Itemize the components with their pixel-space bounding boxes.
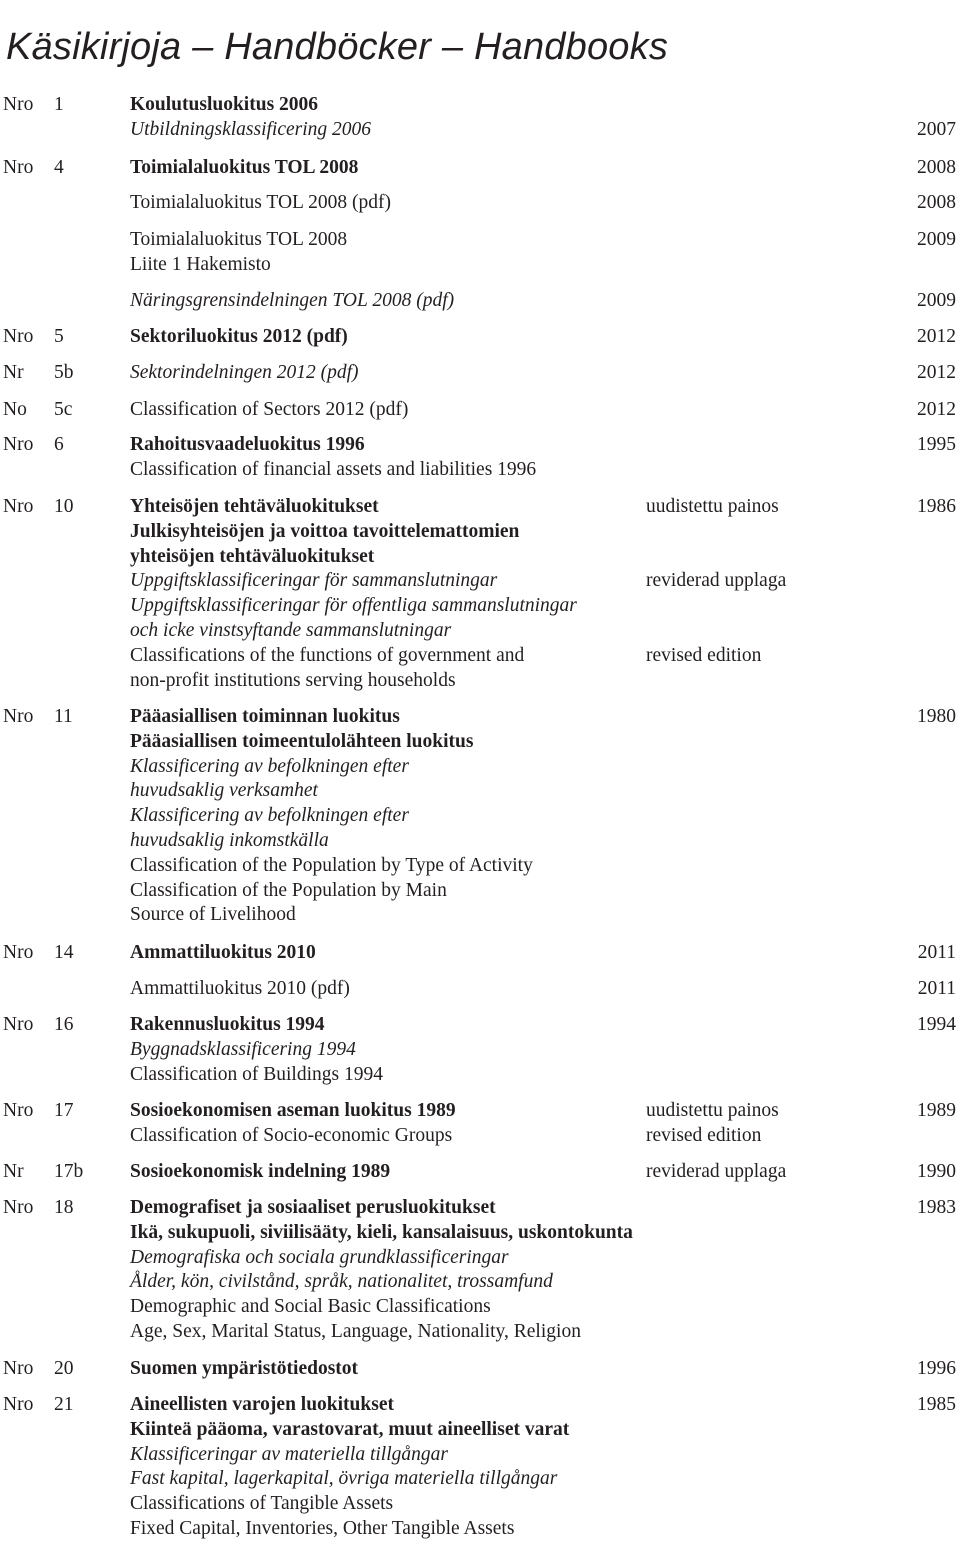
entry-number: 17b — [54, 1161, 84, 1182]
entry-line — [0, 594, 960, 619]
entry-number: 20 — [54, 1358, 74, 1379]
entry-title: Yhteisöjen tehtäväluokitukset — [130, 496, 379, 517]
handbook-entry — [0, 156, 960, 181]
entry-line — [0, 977, 960, 1002]
entry-line — [0, 1517, 960, 1542]
entry-prefix: Nr — [3, 362, 24, 383]
entry-line — [0, 619, 960, 644]
publication-year: 2012 — [917, 399, 956, 420]
entry-prefix: No — [3, 399, 27, 420]
entry-line — [0, 1038, 960, 1063]
entry-line — [0, 520, 960, 545]
entry-prefix: Nro — [3, 706, 34, 727]
publication-year: 2008 — [917, 157, 956, 178]
entry-prefix: Nro — [3, 1014, 34, 1035]
entry-line — [0, 779, 960, 804]
entry-title: Uppgiftsklassificeringar för sammanslutningar — [130, 570, 498, 592]
entry-title: Classifications of Tangible Assets — [130, 1493, 394, 1515]
entry-title: Demografiska och sociala grundklassificeringar — [130, 1246, 509, 1268]
entry-line — [0, 1124, 960, 1149]
handbook-entry — [0, 433, 960, 483]
handbook-entry — [0, 1013, 960, 1087]
entry-number: 17 — [54, 1100, 74, 1121]
publication-year: 1980 — [917, 706, 956, 727]
publication-year: 1983 — [917, 1197, 956, 1218]
entry-line — [0, 1492, 960, 1517]
entry-title: non-profit institutions serving households — [130, 669, 456, 691]
entry-line — [0, 253, 960, 278]
entry-line — [0, 705, 960, 730]
entry-line — [0, 1357, 960, 1382]
entry-line — [0, 1099, 960, 1124]
entry-number: 5b — [54, 362, 74, 383]
entry-number: 5c — [54, 399, 73, 420]
entry-title: Koulutusluokitus 2006 — [130, 94, 319, 115]
entry-number: 14 — [54, 942, 74, 963]
entry-line — [0, 569, 960, 594]
entry-number: 4 — [54, 157, 64, 178]
publication-year: 2011 — [917, 978, 956, 999]
handbook-entry — [0, 1160, 960, 1185]
entry-line — [0, 458, 960, 483]
entry-line — [0, 730, 960, 755]
entry-title: Rahoitusvaadeluokitus 1996 — [130, 434, 365, 455]
publication-year: 1996 — [917, 1358, 956, 1379]
entry-prefix: Nro — [3, 157, 34, 178]
publication-year: 2007 — [917, 118, 956, 140]
edition-note: uudistettu painos — [646, 496, 779, 517]
page-title: Käsikirjoja – Handböcker – Handbooks — [6, 26, 669, 69]
entry-title: Ikä, sukupuoli, siviilisääty, kieli, kansalaisuus, uskontokunta — [130, 1221, 633, 1243]
entry-title: Source of Livelihood — [130, 904, 296, 926]
entry-line — [0, 1270, 960, 1295]
entry-line — [0, 854, 960, 879]
entry-prefix: Nr — [3, 1161, 24, 1182]
entry-line — [0, 361, 960, 386]
entry-title: Aineellisten varojen luokitukset — [130, 1394, 394, 1415]
entry-line — [0, 289, 960, 314]
entry-line — [0, 1221, 960, 1246]
handbook-entry — [0, 289, 960, 314]
entry-line — [0, 1196, 960, 1221]
handbook-entry — [0, 1357, 960, 1382]
entry-title: Sektorindelningen 2012 (pdf) — [130, 362, 359, 383]
entry-title: Suomen ympäristötiedostot — [130, 1358, 359, 1379]
entry-title: Classification of financial assets and liabilities 1996 — [130, 458, 537, 480]
handbook-entry — [0, 398, 960, 423]
entry-line — [0, 495, 960, 520]
entry-title: Sosioekonomisk indelning 1989 — [130, 1161, 391, 1182]
publication-year: 1986 — [917, 496, 956, 517]
handbook-entry — [0, 361, 960, 386]
entry-title: Fixed Capital, Inventories, Other Tangible Assets — [130, 1517, 515, 1539]
entry-title: Demografiset ja sosiaaliset perusluokitukset — [130, 1197, 496, 1218]
entry-line — [0, 1063, 960, 1088]
edition-note: uudistettu painos — [646, 1100, 779, 1121]
entry-number: 1 — [54, 94, 64, 115]
entry-title: Pääasiallisen toiminnan luokitus — [130, 706, 400, 727]
entry-line — [0, 879, 960, 904]
entry-title: Demographic and Social Basic Classifications — [130, 1296, 491, 1318]
entry-line — [0, 398, 960, 423]
entry-number: 10 — [54, 496, 74, 517]
entry-title: Näringsgrensindelningen TOL 2008 (pdf) — [130, 290, 455, 311]
handbook-entry — [0, 325, 960, 350]
publication-year: 2011 — [917, 942, 956, 963]
entry-title: Toimialaluokitus TOL 2008 (pdf) — [130, 192, 391, 213]
entry-line — [0, 93, 960, 118]
entry-title: Utbildningsklassificering 2006 — [130, 118, 372, 140]
entry-title: Classification of the Population by Type of Activity — [130, 854, 533, 876]
entry-title: Classification of Sectors 2012 (pdf) — [130, 399, 409, 420]
entry-prefix: Nro — [3, 326, 34, 347]
entry-title: huvudsaklig inkomstkälla — [130, 829, 329, 851]
publication-year: 1990 — [917, 1161, 956, 1182]
entry-prefix: Nro — [3, 942, 34, 963]
entry-title: Sektoriluokitus 2012 (pdf) — [130, 326, 348, 347]
handbook-entry — [0, 1393, 960, 1542]
entry-line — [0, 1418, 960, 1443]
publication-year: 2012 — [917, 362, 956, 383]
entry-line — [0, 228, 960, 253]
entry-title: huvudsaklig verksamhet — [130, 780, 318, 802]
entry-title: Toimialaluokitus TOL 2008 — [130, 157, 359, 178]
entry-title: Age, Sex, Marital Status, Language, Nationality, Religion — [130, 1320, 581, 1342]
handbook-entry — [0, 705, 960, 928]
entry-line — [0, 325, 960, 350]
entry-line — [0, 156, 960, 181]
handbook-entry — [0, 1196, 960, 1345]
publication-year: 2009 — [917, 290, 956, 311]
entry-title: Classification of the Population by Main — [130, 879, 447, 901]
handbook-entry — [0, 228, 960, 278]
entry-line — [0, 903, 960, 928]
entry-title: Ålder, kön, civilstånd, språk, nationalitet, trossamfund — [130, 1271, 553, 1293]
entry-number: 21 — [54, 1394, 74, 1415]
entry-title: Byggnadsklassificering 1994 — [130, 1038, 356, 1060]
entry-prefix: Nro — [3, 1197, 34, 1218]
handbook-entry — [0, 93, 960, 143]
entry-line — [0, 433, 960, 458]
entry-line — [0, 1295, 960, 1320]
entry-line — [0, 755, 960, 780]
entry-title: Klassificering av befolkningen efter — [130, 805, 409, 827]
entry-number: 11 — [54, 706, 73, 727]
entry-line — [0, 1013, 960, 1038]
edition-note: revised edition — [646, 1124, 762, 1146]
entry-title: Fast kapital, lagerkapital, övriga materiella tillgångar — [130, 1468, 558, 1490]
entry-number: 16 — [54, 1014, 74, 1035]
entry-title: Sosioekonomisen aseman luokitus 1989 — [130, 1100, 456, 1121]
entry-line — [0, 804, 960, 829]
publication-year: 1985 — [917, 1394, 956, 1415]
entry-line — [0, 644, 960, 669]
entry-line — [0, 669, 960, 694]
handbook-entry — [0, 191, 960, 216]
entry-title: och icke vinstsyftande sammanslutningar — [130, 619, 452, 641]
entry-title: Rakennusluokitus 1994 — [130, 1014, 325, 1035]
entry-prefix: Nro — [3, 1100, 34, 1121]
entry-line — [0, 545, 960, 570]
entry-title: Classification of Buildings 1994 — [130, 1063, 383, 1085]
entry-line — [0, 941, 960, 966]
entry-line — [0, 1320, 960, 1345]
entry-title: Liite 1 Hakemisto — [130, 253, 271, 275]
entry-prefix: Nro — [3, 496, 34, 517]
entry-title: Ammattiluokitus 2010 (pdf) — [130, 978, 350, 999]
entry-title: Kiinteä pääoma, varastovarat, muut aineelliset varat — [130, 1418, 570, 1440]
entry-title: Classification of Socio-economic Groups — [130, 1124, 453, 1146]
publication-year: 1994 — [917, 1014, 956, 1035]
entry-prefix: Nro — [3, 434, 34, 455]
handbook-entry — [0, 1099, 960, 1149]
edition-note: reviderad upplaga — [646, 570, 787, 592]
handbook-entry — [0, 941, 960, 966]
publication-year: 2009 — [917, 229, 956, 250]
publication-year: 1995 — [917, 434, 956, 455]
entry-title: Ammattiluokitus 2010 — [130, 942, 316, 963]
entry-title: Pääasiallisen toimeentulolähteen luokitus — [130, 730, 474, 752]
entry-title: Julkisyhteisöjen ja voittoa tavoittelemattomien — [130, 520, 520, 542]
entry-prefix: Nro — [3, 1394, 34, 1415]
entry-prefix: Nro — [3, 94, 34, 115]
entry-line — [0, 1443, 960, 1468]
entry-number: 5 — [54, 326, 64, 347]
entry-line — [0, 191, 960, 216]
entry-line — [0, 118, 960, 143]
publication-year: 2008 — [917, 192, 956, 213]
publication-year: 2012 — [917, 326, 956, 347]
entry-title: Klassificeringar av materiella tillgångar — [130, 1443, 448, 1465]
entry-number: 6 — [54, 434, 64, 455]
entry-title: Toimialaluokitus TOL 2008 — [130, 229, 348, 250]
handbook-entry — [0, 495, 960, 693]
entry-title: Uppgiftsklassificeringar för offentliga sammanslutningar — [130, 595, 577, 617]
entry-line — [0, 1393, 960, 1418]
entry-line — [0, 1246, 960, 1271]
entry-line — [0, 829, 960, 854]
entry-title: Classifications of the functions of government and — [130, 644, 525, 666]
entry-title: yhteisöjen tehtäväluokitukset — [130, 545, 375, 567]
publication-year: 1989 — [917, 1100, 956, 1121]
entry-line — [0, 1467, 960, 1492]
entry-number: 18 — [54, 1197, 74, 1218]
entry-prefix: Nro — [3, 1358, 34, 1379]
edition-note: revised edition — [646, 644, 762, 666]
handbook-entry — [0, 977, 960, 1002]
entry-line — [0, 1160, 960, 1185]
entry-title: Klassificering av befolkningen efter — [130, 755, 409, 777]
edition-note: reviderad upplaga — [646, 1161, 787, 1182]
